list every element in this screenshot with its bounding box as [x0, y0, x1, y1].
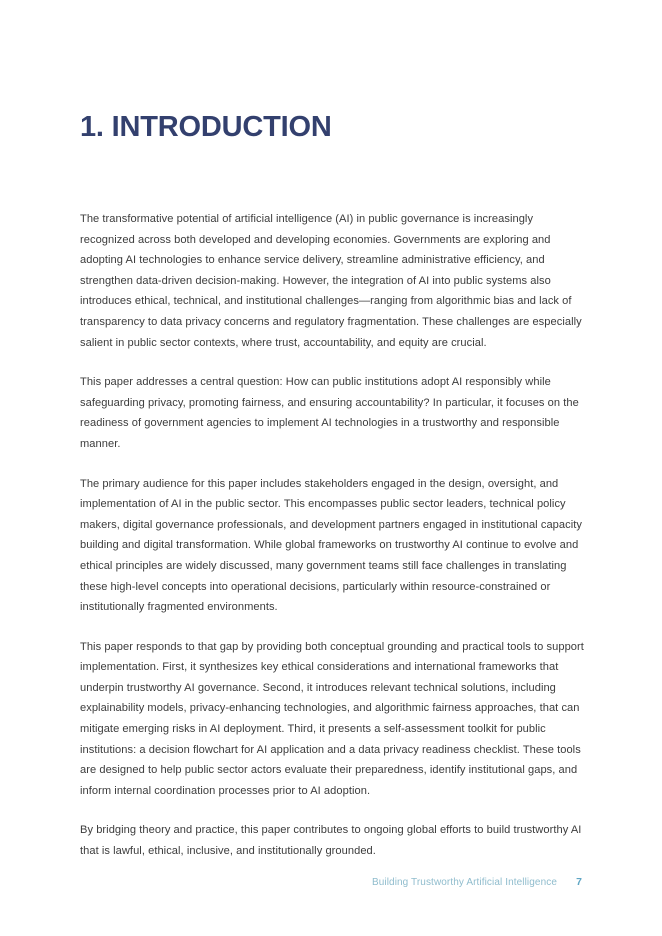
body-text-block: [80, 209, 584, 862]
paragraph: By bridging theory and practice, this paper contributes to ongoing global efforts to build trustworthy AI that is lawful, ethical, inclusive, and institutionally grounded.: [80, 824, 582, 858]
paragraph: This paper responds to that gap by providing both conceptual grounding and practical tools to support implementation. First, it synthesizes key ethical considerations and international frameworks that underpin trustworthy AI governance. Second, it introduces relevant technical solutions, including explainability models, privacy-enhancing technologies, and algorithmic fairness approaches, that can mitigate emerging risks in AI deployment. Third, it presents a self-assessment toolkit for public institutions: a decision flowchart for AI application and a data privacy readiness checklist. These tools are designed to help public sector actors evaluate their preparedness, identify institutional gaps, and inform internal coordination processes prior to AI adoption.: [80, 640, 584, 797]
footer-page-number: 7: [576, 876, 582, 888]
page-footer: [80, 876, 582, 888]
footer-document-title: Building Trustworthy Artificial Intelligence: [371, 877, 557, 888]
page-title: 1. INTRODUCTION: [80, 111, 332, 144]
paragraph: The primary audience for this paper includes stakeholders engaged in the design, oversight, and implementation of AI in the public sector. This encompasses public sector leaders, technical policy makers, digital governance professionals, and development partners engaged in institutional capacity building and digital transformation. While global frameworks on trustworthy AI continue to evolve and ethical principles are widely discussed, many government teams still face challenges in translating these high-level concepts into operational decisions, particularly within resource-constrained or institutionally fragmented environments.: [80, 477, 582, 614]
paragraph: The transformative potential of artificial intelligence (AI) in public governance is increasingly recognized across both developed and developing economies. Governments are exploring and adopting AI technologies to enhance service delivery, streamline administrative efficiency, and strengthen data-driven decision-making. However, the integration of AI into public systems also introduces ethical, technical, and institutional challenges—ranging from algorithmic bias and lack of transparency to data privacy concerns and regulatory fragmentation. These challenges are especially salient in public sector contexts, where trust, accountability, and equity are crucial.: [80, 213, 582, 349]
paragraph: This paper addresses a central question: How can public institutions adopt AI responsibly while safeguarding privacy, promoting fairness, and ensuring accountability? In particular, it focuses on the readiness of government agencies to implement AI technologies in a trustworthy and responsible manner.: [80, 376, 579, 450]
